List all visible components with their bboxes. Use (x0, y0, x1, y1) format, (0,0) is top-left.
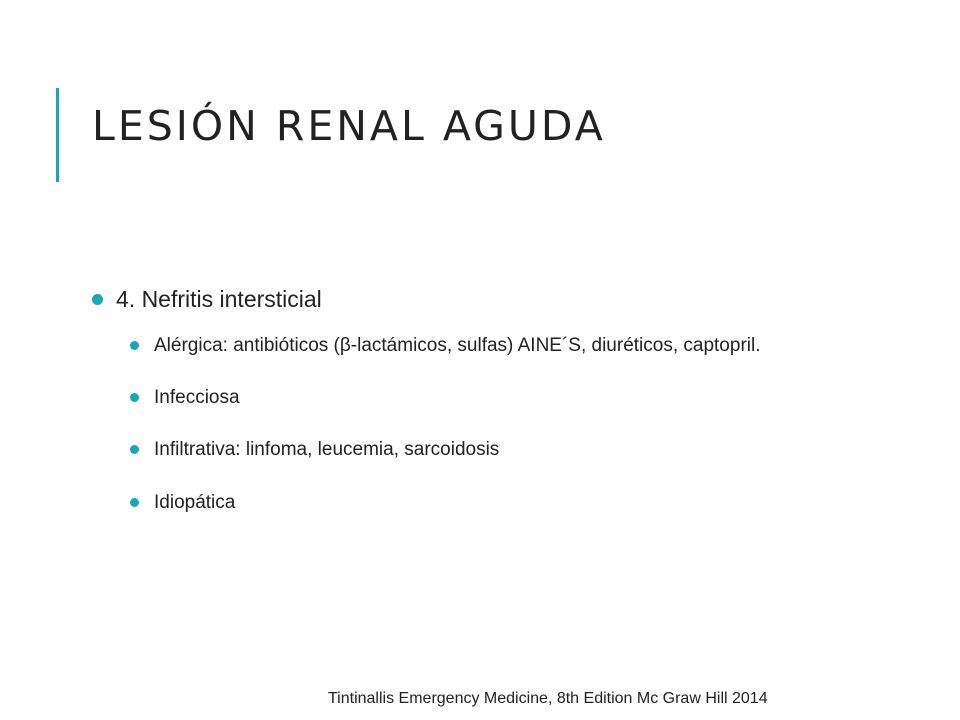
title-accent-bar (56, 88, 59, 182)
slide-title: LESIÓN RENAL AGUDA (92, 102, 606, 150)
citation-footer: Tintinallis Emergency Medicine, 8th Edition Mc Graw Hill 2014 (328, 690, 768, 707)
sub-bullet-item-idiopatica (130, 491, 872, 514)
sub-bullet-item-alergica (130, 334, 872, 357)
bullet-list (92, 286, 872, 543)
bullet-dot-icon (130, 498, 139, 507)
bullet-dot-icon (130, 393, 139, 402)
sub-bullet-item-infecciosa (130, 386, 872, 409)
sub-bullet-text: Alérgica: antibióticos (β-lactámicos, sulfas) AINE´S, diuréticos, captopril. (154, 334, 761, 356)
sub-bullet-text: Idiopática (154, 491, 236, 513)
main-bullet-text: 4. Nefritis intersticial (116, 286, 322, 312)
sub-bullet-list (130, 334, 872, 514)
sub-bullet-text: Infiltrativa: linfoma, leucemia, sarcoidosis (154, 439, 500, 461)
main-bullet-item (92, 286, 872, 314)
bullet-dot-icon (130, 341, 139, 350)
bullet-dot-icon (92, 294, 103, 305)
bullet-dot-icon (130, 445, 139, 454)
sub-bullet-text: Infecciosa (154, 386, 240, 408)
sub-bullet-item-infiltrativa (130, 438, 872, 461)
